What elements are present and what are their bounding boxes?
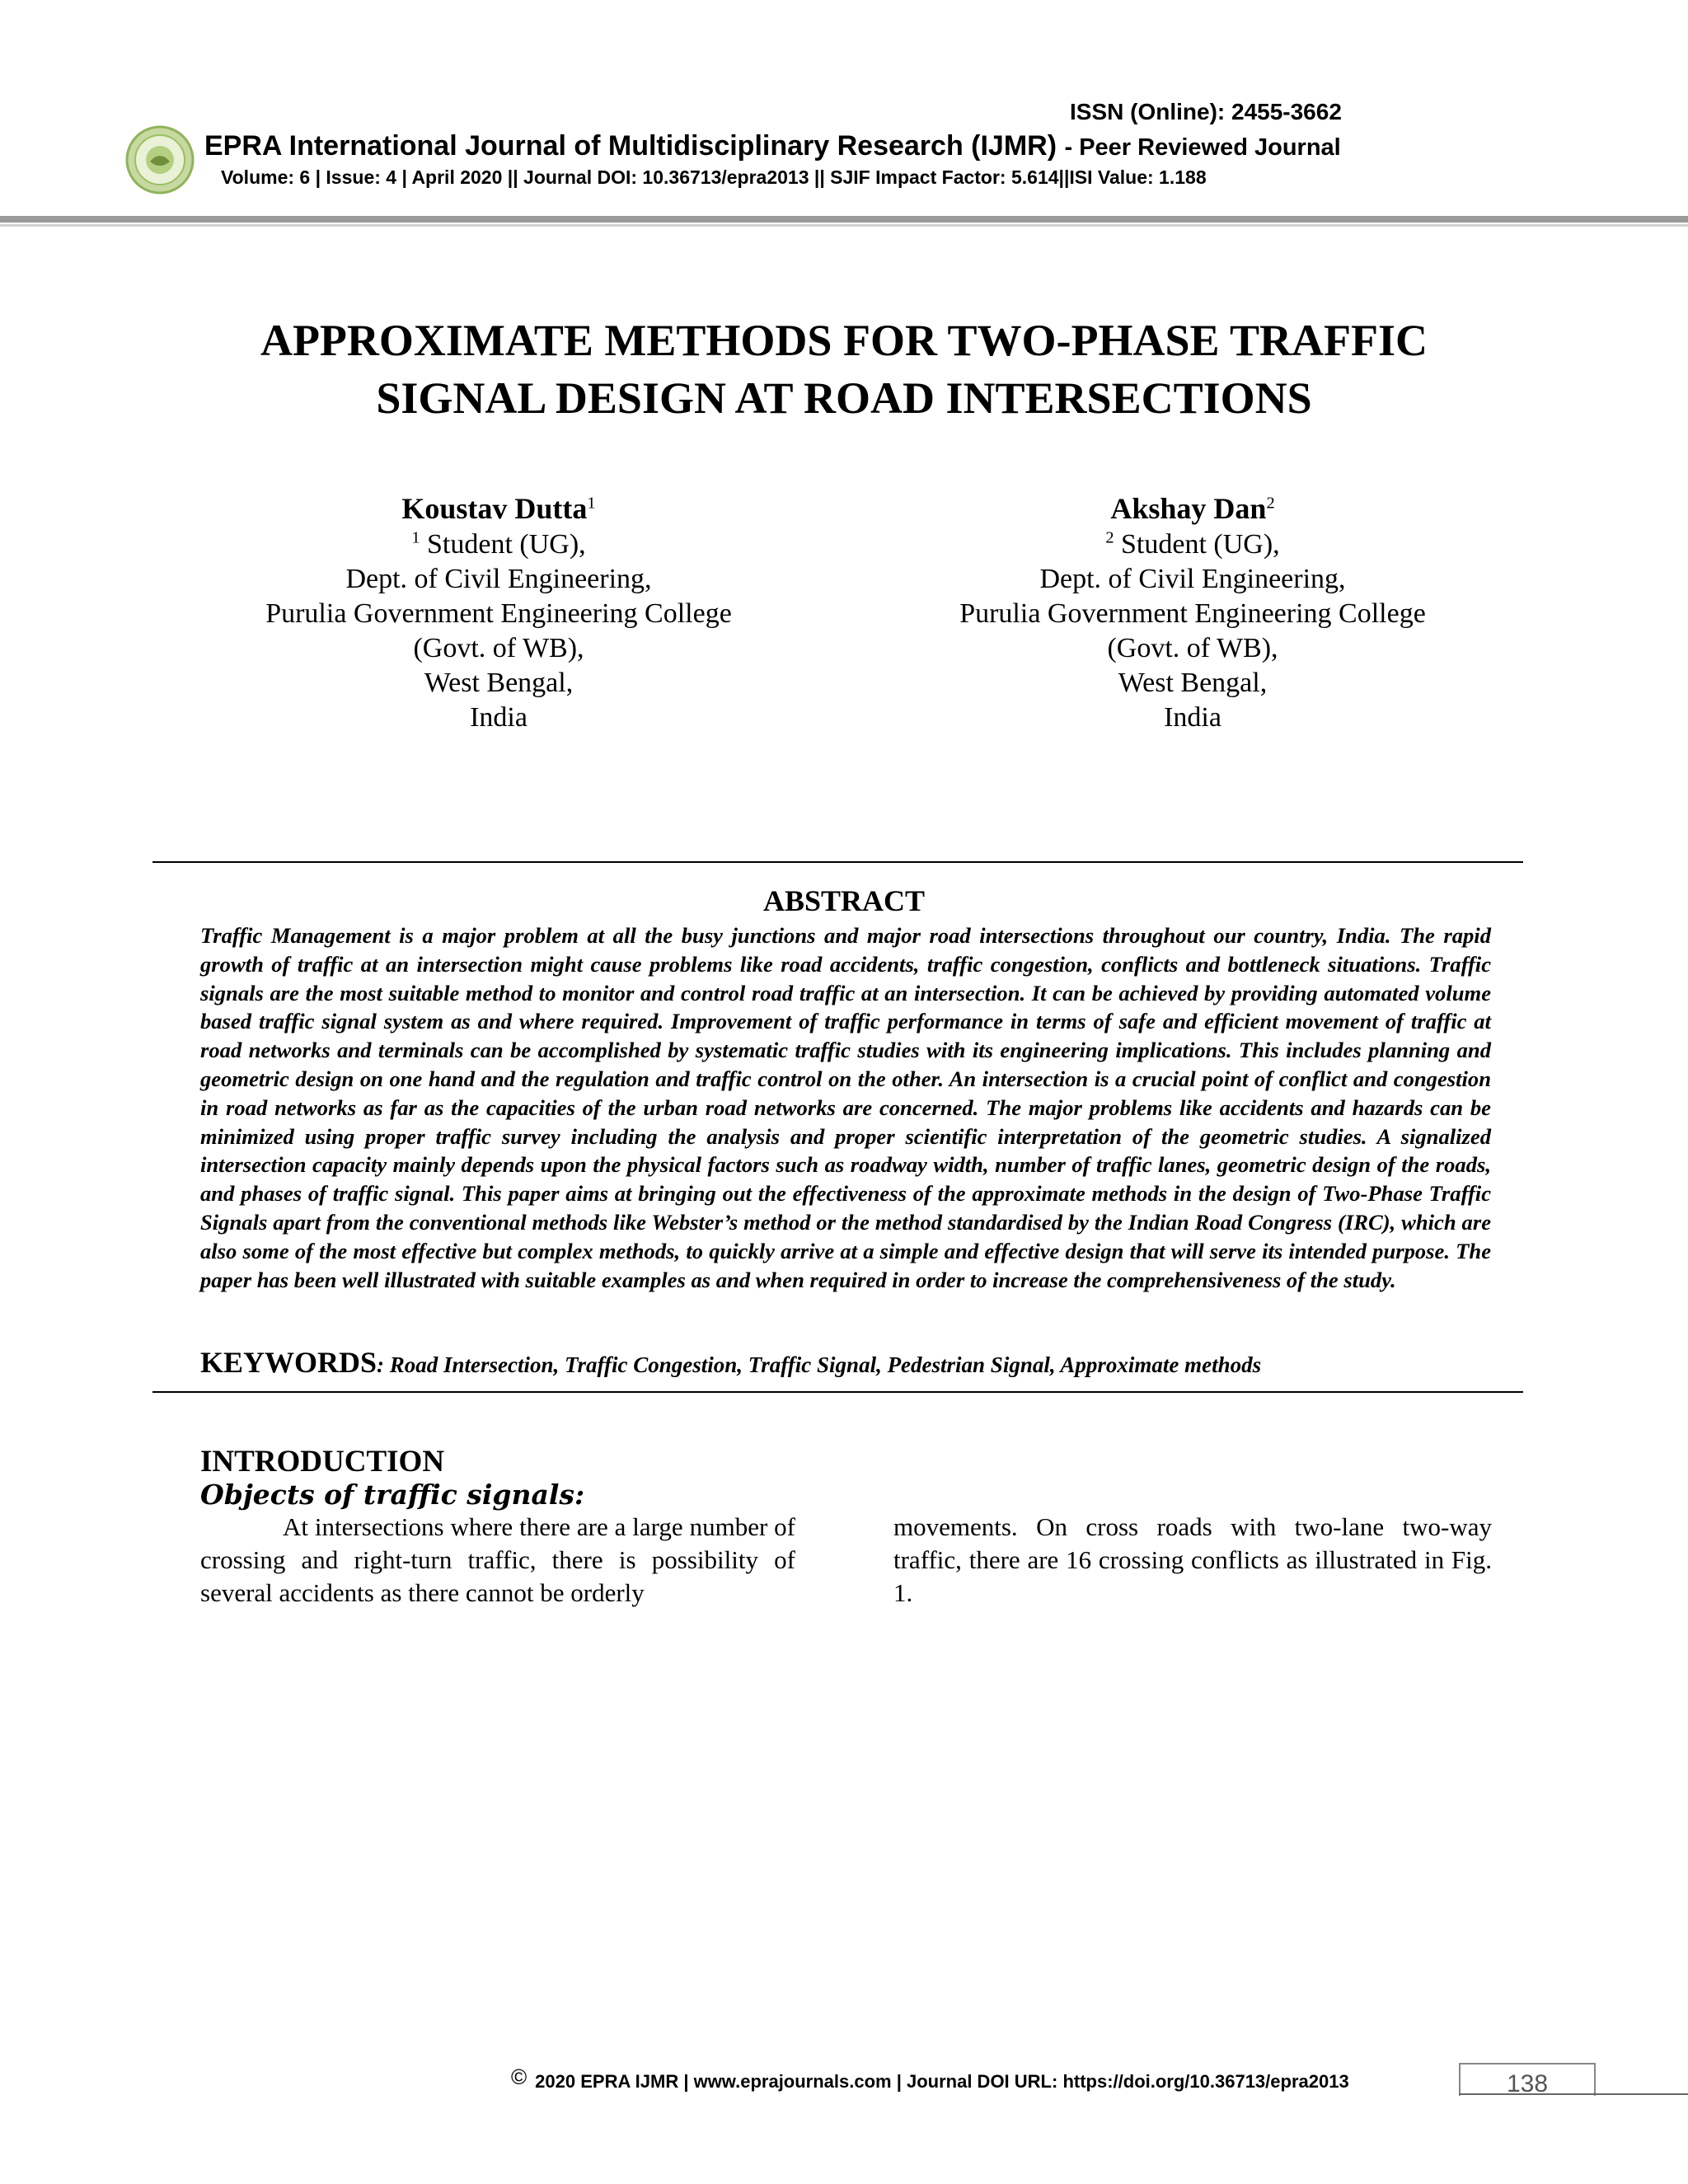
author-role: Student (UG), (1121, 529, 1280, 560)
volume-info: Volume: 6 | Issue: 4 | April 2020 || Journal DOI: 10.36713/epra2013 || SJIF Impact Factor: 5.614||ISI Value: 1.188 (221, 166, 1207, 188)
title-line-2: SIGNAL DESIGN AT ROAD INTERSECTIONS (376, 373, 1312, 423)
abstract-heading: ABSTRACT (762, 884, 926, 917)
section-heading: INTRODUCTION (200, 1445, 445, 1479)
author-name: Koustav Dutta (401, 492, 588, 525)
journal-name (204, 130, 1341, 162)
author-state: West Bengal, (1118, 668, 1268, 698)
author-govt: (Govt. of WB), (1107, 633, 1278, 663)
affil-sup: 1 (411, 528, 420, 547)
affil-sup: 2 (1105, 528, 1114, 547)
author-name: Akshay Dan (1110, 492, 1267, 525)
body-column-left (200, 1511, 795, 1610)
author-role: Student (UG), (427, 529, 586, 560)
footer (511, 2064, 1349, 2093)
paper-title (0, 312, 1688, 427)
body-column-right: movements. On cross roads with two-lane two-way traffic, there are 16 crossing conflicts as illustrated in Fig. 1. (893, 1512, 1492, 1607)
copyright-icon: © (511, 2064, 528, 2089)
journal-title: EPRA International Journal of Multidisciplinary Research (IJMR) (204, 130, 1057, 162)
journal-logo-icon (125, 125, 195, 194)
footer-text: 2020 EPRA IJMR | www.eprajournals.com | Journal DOI URL: https://doi.org/10.36713/epra2013 (535, 2071, 1349, 2092)
author-country: India (470, 702, 528, 733)
header-divider (0, 216, 1688, 223)
author-block-1 (185, 491, 812, 735)
author-sup: 2 (1266, 494, 1275, 513)
keywords-label: KEYWORDS (200, 1346, 377, 1379)
issn-label: ISSN (Online): 2455-3662 (1070, 99, 1342, 124)
abstract-top-rule (152, 861, 1523, 863)
author-block-2 (879, 491, 1506, 735)
keywords-list: : Road Intersection, Traffic Congestion, Traffic Signal, Pedestrian Signal, Approximate methods (377, 1352, 1262, 1377)
abstract-bottom-rule (152, 1391, 1523, 1393)
keywords (200, 1345, 1519, 1380)
abstract-text: Traffic Management is a major problem at all the busy junctions and major road intersections throughout our country, India. The rapid growth of traffic at an intersection might cause problems like road accidents, traffic congestion, conflicts and bottleneck situations. Traffic signals are the most suitable method to monitor and control road traffic at an intersection. It can be achieved by providing automated volume based traffic signal system as and where required. Improvement of traffic performance in terms of safe and efficient movement of traffic at road networks and terminals can be accomplished by systematic traffic studies with its engineering implications. This includes planning and geometric design on one hand and the regulation and traffic control on the other. An intersection is a crucial point of conflict and congestion in road networks as far as the capacities of the urban road networks are concerned. The major problems like accidents and hazards can be minimized using proper traffic survey including the analysis and proper scientific interpretation of the geometric studies. A signalized intersection capacity mainly depends upon the physical factors such as roadway width, number of traffic lanes, geometric design of the roads, and phases of traffic signal. This paper aims at bringing out the effectiveness of the approximate methods in the design of Two-Phase Traffic Signals apart from the conventional methods like Webster’s method or the method standardised by the Indian Road Congress (IRC), which are also some of the most effective but complex methods, to quickly arrive at a simple and effective design that will serve its intended purpose. The paper has been well illustrated with suitable examples as and when required in order to increase the comprehensiveness of the study. (200, 923, 1491, 1292)
author-country: India (1164, 702, 1221, 733)
author-college: Purulia Government Engineering College (265, 598, 732, 629)
page-number: 138 (1506, 2070, 1549, 2097)
author-state: West Bengal, (424, 668, 574, 698)
title-line-1: APPROXIMATE METHODS FOR TWO-PHASE TRAFFIC (260, 316, 1428, 365)
peer-reviewed-label: - Peer Reviewed Journal (1064, 134, 1341, 161)
author-dept: Dept. of Civil Engineering, (1039, 564, 1346, 594)
subsection-heading: Objects of traffic signals: (200, 1479, 585, 1511)
paragraph-left: At intersections where there are a large number of crossing and right-turn traffic, there is possibility of several accidents as there cannot be orderly (200, 1512, 795, 1607)
author-dept: Dept. of Civil Engineering, (345, 564, 652, 594)
author-college: Purulia Government Engineering College (959, 598, 1426, 629)
author-sup: 1 (587, 494, 596, 513)
author-govt: (Govt. of WB), (413, 633, 584, 663)
header-divider-shadow (0, 224, 1688, 227)
